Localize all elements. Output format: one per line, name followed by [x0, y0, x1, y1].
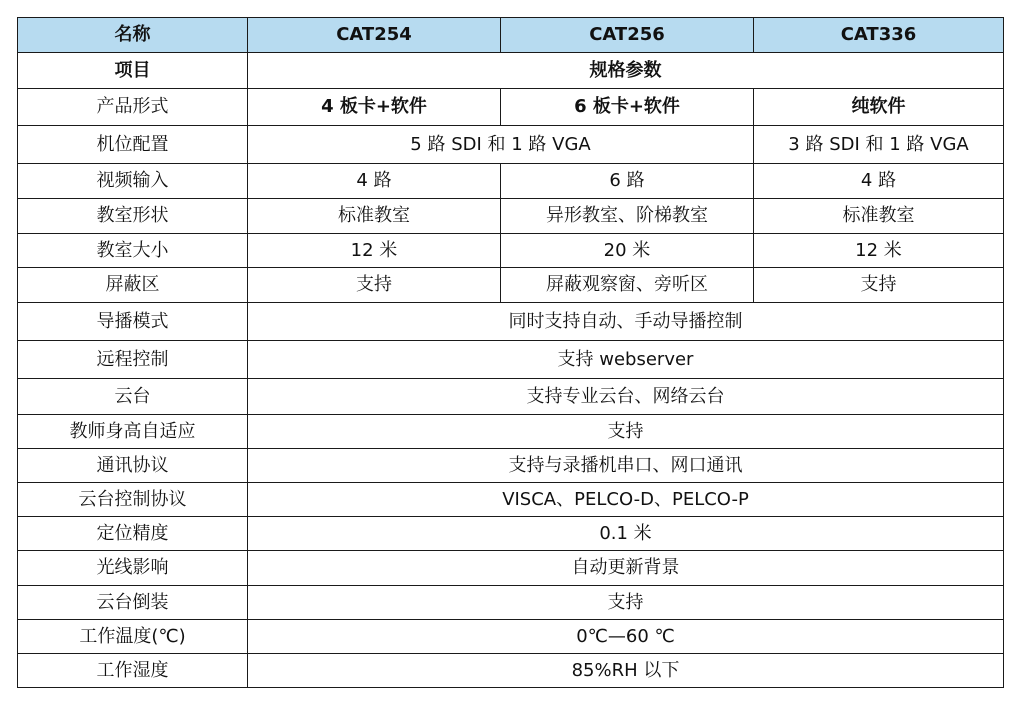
- row-label: 屏蔽区: [18, 268, 248, 303]
- row-value: 支持: [248, 586, 1004, 620]
- row-value-cat256: 20 米: [501, 234, 754, 268]
- row-value: 0℃—60 ℃: [248, 620, 1004, 654]
- row-value: 支持与录播机串口、网口通讯: [248, 449, 1004, 483]
- row-value-cat254: 标准教室: [248, 199, 501, 234]
- row-value: 同时支持自动、手动导播控制: [248, 303, 1004, 341]
- row-value-cat254: 支持: [248, 268, 501, 303]
- row-label: 机位配置: [18, 126, 248, 164]
- row-value-cat256: 异形教室、阶梯教室: [501, 199, 754, 234]
- row-value-cat336: 4 路: [754, 164, 1004, 199]
- table-row: [18, 483, 1004, 517]
- row-label: 工作温度(℃): [18, 620, 248, 654]
- row-value-cat254: 4 路: [248, 164, 501, 199]
- row-value-cat254: 12 米: [248, 234, 501, 268]
- table-row: [18, 164, 1004, 199]
- table-row: [18, 303, 1004, 341]
- row-value: 85%RH 以下: [248, 654, 1004, 688]
- row-label: 产品形式: [18, 89, 248, 126]
- row-label: 教室形状: [18, 199, 248, 234]
- row-label: 云台: [18, 379, 248, 415]
- table-header-row: [18, 18, 1004, 53]
- row-label: 导播模式: [18, 303, 248, 341]
- table-row: [18, 517, 1004, 551]
- row-value: 0.1 米: [248, 517, 1004, 551]
- row-label: 云台倒装: [18, 586, 248, 620]
- row-label: 云台控制协议: [18, 483, 248, 517]
- spec-table: [17, 17, 1004, 688]
- table-row: [18, 654, 1004, 688]
- row-value-cat336: 纯软件: [754, 89, 1004, 126]
- header-model-cat256: CAT256: [501, 18, 754, 53]
- table-row: [18, 341, 1004, 379]
- row-value-cat336: 3 路 SDI 和 1 路 VGA: [754, 126, 1004, 164]
- row-value: 支持: [248, 415, 1004, 449]
- table-row: [18, 449, 1004, 483]
- table-row: [18, 379, 1004, 415]
- header-model-cat254: CAT254: [248, 18, 501, 53]
- row-label: 光线影响: [18, 551, 248, 586]
- row-value-cat256: 屏蔽观察窗、旁听区: [501, 268, 754, 303]
- row-value-cat336: 12 米: [754, 234, 1004, 268]
- table-row: [18, 551, 1004, 586]
- row-value-cat254-cat256: 5 路 SDI 和 1 路 VGA: [248, 126, 754, 164]
- table-row: [18, 234, 1004, 268]
- table-row: [18, 199, 1004, 234]
- row-value-cat254: 4 板卡+软件: [248, 89, 501, 126]
- row-label: 远程控制: [18, 341, 248, 379]
- row-label: 教室大小: [18, 234, 248, 268]
- subheader-spec-cell: 规格参数: [248, 53, 1004, 89]
- row-label: 工作湿度: [18, 654, 248, 688]
- table-row: [18, 415, 1004, 449]
- row-value-cat256: 6 板卡+软件: [501, 89, 754, 126]
- row-value: 支持 webserver: [248, 341, 1004, 379]
- row-value-cat256: 6 路: [501, 164, 754, 199]
- row-value-cat336: 支持: [754, 268, 1004, 303]
- row-label: 教师身高自适应: [18, 415, 248, 449]
- table-row: [18, 268, 1004, 303]
- row-label: 定位精度: [18, 517, 248, 551]
- subheader-row: [18, 53, 1004, 89]
- table-row: [18, 126, 1004, 164]
- row-label: 通讯协议: [18, 449, 248, 483]
- row-value: VISCA、PELCO-D、PELCO-P: [248, 483, 1004, 517]
- subheader-item-cell: 项目: [18, 53, 248, 89]
- table-row: [18, 89, 1004, 126]
- row-value-cat336: 标准教室: [754, 199, 1004, 234]
- row-value: 自动更新背景: [248, 551, 1004, 586]
- table-row: [18, 586, 1004, 620]
- row-label: 视频输入: [18, 164, 248, 199]
- row-value: 支持专业云台、网络云台: [248, 379, 1004, 415]
- table-row: [18, 620, 1004, 654]
- header-name-cell: 名称: [18, 18, 248, 53]
- header-model-cat336: CAT336: [754, 18, 1004, 53]
